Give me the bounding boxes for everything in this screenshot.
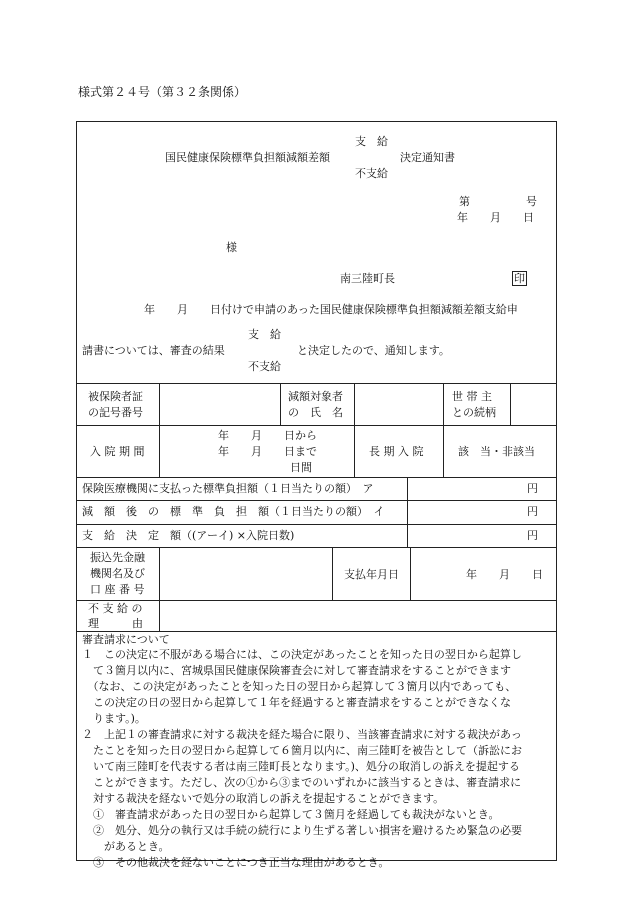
admission-period-from: 年 月 日から: [218, 429, 317, 442]
appeal-line: この決定の日の翌日から起算して１年を経過すると審査請求をすることができなくな: [82, 696, 511, 709]
addressee-suffix: 様: [226, 241, 237, 254]
appeal-line: （なお、この決定があったことを知った日の翌日から起算して３箇月以内であっても、: [82, 680, 517, 693]
target-person-label-1: 減額対象者: [288, 390, 343, 403]
title-option-nonpay: 不支給: [355, 167, 388, 180]
appeal-line: ③ その他裁決を経ないことにつき正当な理由があるとき。: [82, 856, 390, 869]
appeal-line: 対する裁決を経ないで処分の取消しの訴えを提起することができます。: [82, 792, 445, 805]
appeal-line: いて南三陸町を代表する者は南三陸町長となります。)、処分の取消しの訴えを提起する: [82, 760, 520, 773]
grid-line: [76, 524, 557, 525]
nonpay-reason-label-1: 不 支 給 の: [88, 602, 143, 615]
grid-line: [332, 547, 333, 600]
title-option-pay: 支 給: [355, 135, 388, 148]
grid-line: [280, 383, 281, 425]
bank-label-3: 口 座 番 号: [90, 583, 145, 596]
row-a-unit: 円: [527, 482, 538, 495]
form-number: 様式第２４号（第３２条関係）: [78, 85, 247, 99]
appeal-line: ② 処分、処分の執行又は手続の続行により生ずる著しい損害を避けるため緊急の必要: [82, 824, 522, 837]
grid-line: [76, 425, 557, 426]
target-person-label-2: の 氏 名: [288, 406, 343, 419]
row-b-label: 減 額 後 の 標 準 負 担 額（１日当たりの額） イ: [82, 505, 385, 518]
body-option-pay: 支 給: [248, 328, 281, 341]
admission-period-days: 日間: [290, 461, 312, 474]
long-stay-value: 該 当・非該当: [458, 445, 535, 458]
grid-line: [76, 383, 557, 384]
relation-label-2: との続柄: [452, 406, 496, 419]
appeal-line: ２ 上記１の審査請求に対する裁決を経た場合に限り、当該審査請求に対する裁決があっ: [82, 728, 522, 741]
body-line-1: 年 月 日付けで申請のあった国民健康保険標準負担額減額差額支給申: [144, 303, 518, 316]
row-c-label: 支 給 決 定 額（(アーイ) ×入院日数): [82, 529, 295, 542]
appeal-heading: 審査請求について: [82, 633, 170, 646]
appeal-line: ります。)。: [82, 712, 146, 725]
grid-line: [443, 383, 444, 477]
appeal-line: たことを知った日の翌日から起算して６箇月以内に、南三陸町を被告として（訴訟にお: [82, 744, 522, 757]
appeal-line: １ この決定に不服がある場合には、この決定があったことを知った日の翌日から起算し: [82, 648, 522, 661]
admission-period-to: 年 月 日まで: [218, 445, 317, 458]
row-b-unit: 円: [527, 505, 538, 518]
body-line-2a: 請書については、審査の結果: [82, 344, 225, 357]
long-stay-label: 長 期 入 院: [369, 445, 424, 458]
notice-number-suffix: 号: [526, 195, 537, 208]
appeal-line: ことができます。ただし、次の①から③までのいずれかに該当するときは、審査請求に: [82, 776, 522, 789]
issuer-name: 南三陸町長: [340, 272, 395, 285]
grid-line: [510, 383, 511, 425]
grid-line: [354, 383, 355, 477]
body-option-nonpay: 不支給: [248, 360, 281, 373]
admission-period-label: 入 院 期 間: [90, 445, 145, 458]
notice-date: 年 月 日: [457, 211, 534, 224]
grid-line: [76, 500, 557, 501]
row-a-label: 保険医療機関に支払った標準負担額（１日当たりの額） ア: [82, 482, 374, 495]
grid-line: [407, 477, 408, 547]
nonpay-reason-label-2: 理 由: [88, 617, 143, 630]
appeal-line: て３箇月以内に、宮城県国民健康保険審査会に対して審査請求をすることができます: [82, 664, 511, 677]
bank-label-1: 振込先金融: [90, 551, 145, 564]
row-c-unit: 円: [527, 529, 538, 542]
grid-line: [159, 547, 160, 631]
grid-line: [76, 600, 557, 601]
notice-title-prefix: 国民健康保険標準負担額減額差額: [165, 151, 330, 164]
bank-label-2: 機関名及び: [90, 567, 145, 580]
grid-line: [76, 477, 557, 478]
grid-line: [76, 547, 557, 548]
body-line-2b: と決定したので、通知します。: [297, 344, 450, 357]
payment-date-value: 年 月 日: [466, 568, 543, 581]
appeal-line: ① 審査請求があった日の翌日から起算して３箇月を経過しても裁決がないとき。: [82, 808, 500, 821]
appeal-line: があるとき。: [82, 840, 170, 853]
notice-number-label: 第: [459, 195, 470, 208]
relation-label-1: 世 帯 主: [452, 390, 492, 403]
seal-mark: 印: [514, 272, 525, 285]
grid-line: [76, 631, 557, 632]
payment-date-label: 支払年月日: [344, 568, 399, 581]
insured-number-label-1: 被保険者証: [88, 390, 143, 403]
appeal-text: [82, 647, 522, 871]
insured-number-label-2: の記号番号: [88, 406, 143, 419]
grid-line: [159, 383, 160, 477]
notice-title-suffix: 決定通知書: [400, 151, 455, 164]
grid-line: [410, 547, 411, 600]
